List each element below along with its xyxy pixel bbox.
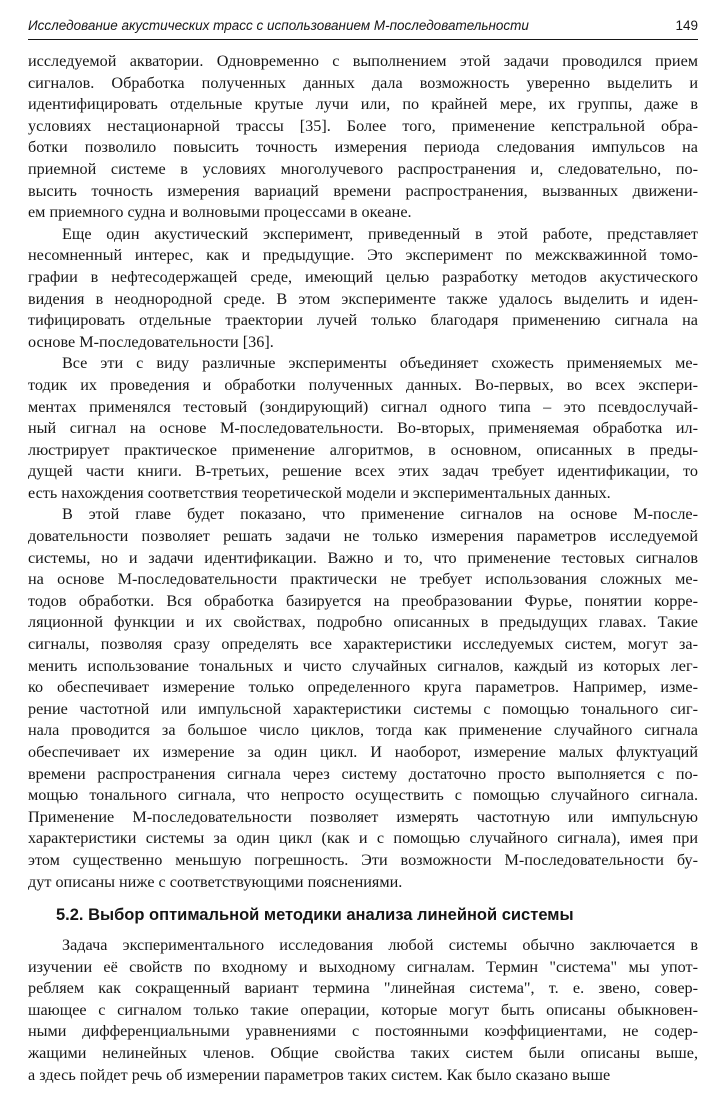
body-text-top: [28, 51, 698, 893]
text-line: графии в нефтесодержащей среде, имеющий целью разработку методов акустического: [28, 267, 698, 286]
text-line: несомненный интерес, как и предыдущие. Это эксперимент по межскважинной томо-: [28, 246, 698, 265]
text-line: Еще один акустический эксперимент, приведенный в этой работе, представляет: [62, 224, 698, 243]
paragraph: [28, 504, 698, 893]
running-header: [28, 17, 698, 35]
text-line: Задача экспериментального исследования любой системы обычно заключается в: [62, 936, 698, 954]
text-line: дут описаны ниже с соответствующими пояснениями.: [28, 872, 403, 891]
text-line: нала проводится за большое число циклов, тогда как применение случайного сигнала: [28, 721, 698, 740]
text-line: Все эти с виду различные эксперименты объединяет схожесть применяемых ме-: [62, 354, 698, 373]
text-line: основе М-последовательности [36].: [28, 332, 274, 351]
text-line: тифицировать отдельные траектории лучей только благодаря применению сигнала на: [28, 311, 698, 330]
paragraph: [28, 935, 698, 1086]
text-line: приемной системе в условиях многолучевого распространения и, следовательно, по-: [28, 159, 698, 178]
text-line: на основе М-последовательности практически не требует использования сложных ме-: [28, 570, 698, 589]
text-line: ными дифференциальными уравнениями с постоянными коэффициентами, не содер-: [28, 1022, 698, 1041]
text-line: системы, но и задачи идентификации. Важно и то, что применение тестовых сигналов: [28, 548, 698, 567]
body-text-bottom: [28, 935, 698, 1086]
text-line: сигналы, позволяя сразу определять все характеристики исследуемых систем, могут за-: [28, 635, 698, 654]
text-line: видения в неоднородной среде. В этом эксперименте также удалось выделить и иден-: [28, 289, 698, 308]
header-rule: [28, 39, 698, 40]
text-line: довательности позволяет решать задачи не только измерения параметров исследуемой: [28, 527, 698, 546]
paragraph: [28, 353, 698, 504]
text-line: этом существенно меньшую погрешность. Эти возможности М-последовательности бу-: [28, 850, 698, 869]
text-line: люстрирует практическое применение алгоритмов, в основном, описанных в преды-: [28, 440, 698, 459]
text-line: ем приемного судна и волновыми процессами в океане.: [28, 203, 412, 222]
text-line: изучении её свойств по входному и выходному сигналам. Термин "система" мы упот-: [28, 957, 698, 976]
text-line: дущей части книги. В-третьих, решение всех этих задач требует идентификации, то: [28, 462, 698, 481]
text-line: В этой главе будет показано, что применение сигналов на основе М-после-: [62, 505, 698, 524]
paragraph: [28, 51, 698, 224]
text-line: Применение М-последовательности позволяет измерять частотную или импульсную: [28, 807, 698, 826]
paragraph: [28, 224, 698, 354]
text-line: времени распространения сигнала через систему достаточно просто выполняется с по-: [28, 764, 698, 783]
text-line: жащими нелинейных членов. Общие свойства таких систем были описаны выше,: [28, 1043, 698, 1062]
text-line: исследуемой акватории. Одновременно с выполнением этой задачи проводился прием: [28, 52, 698, 70]
section-heading: 5.2. Выбор оптимальной методики анализа линейной системы: [56, 906, 574, 924]
running-header-title: Исследование акустических трасс с использованием М-последовательности: [28, 18, 529, 33]
text-line: сигналов. Обработка полученных данных дала возможность уверенно выделить и: [28, 73, 698, 92]
text-line: ный сигнал на основе М-последовательности. Во-вторых, применяемая обработка ил-: [28, 419, 698, 438]
page-number: 149: [675, 18, 698, 33]
text-line: условиях нестационарной трассы [35]. Более того, применение кепстральной обра-: [28, 116, 698, 135]
text-line: мощью тонального сигнала, что непросто осуществить с помощью случайного сигнала.: [28, 786, 698, 805]
text-line: ботки позволило повысить точность измерения периода следования импульсов на: [28, 138, 698, 157]
text-line: идентифицировать отдельные крутые лучи или, по крайней мере, их группы, даже в: [28, 95, 698, 114]
text-line: рение частотной или импульсной характеристики системы с помощью тонального сиг-: [28, 699, 698, 718]
text-line: менить использование тональных и чисто случайных сигналов, каждый из которых лег-: [28, 656, 698, 675]
text-line: есть нахождения соответствия теоретической модели и экспериментальных данных.: [28, 483, 611, 502]
text-line: ментах применялся тестовый (зондирующий) сигнал одного типа – это псевдослучай-: [28, 397, 698, 416]
text-line: шающее с сигналом только такие операции, которые могут быть описаны обыкновен-: [28, 1000, 698, 1019]
text-line: ляционной функции и их свойствах, подробно описанных в предыдущих главах. Такие: [28, 613, 698, 632]
text-line: а здесь пойдет речь об измерении параметров таких систем. Как было сказано выше: [28, 1065, 611, 1084]
text-line: ребляем как сокращенный вариант термина "линейная система", т. е. звено, совер-: [28, 979, 698, 998]
text-line: высить точность измерения вариаций времени распространения, вызванных движени-: [28, 181, 698, 200]
text-line: ко обеспечивает измерение только определенного круга параметров. Например, изме-: [28, 678, 698, 697]
text-line: обеспечивает их измерение за один цикл. И наоборот, измерение малых флуктуаций: [28, 743, 698, 761]
text-line: тодов обработки. Вся обработка базируется на преобразовании Фурье, понятии корре-: [28, 591, 698, 610]
text-line: характеристики системы за один цикл (как и с помощью случайного сигнала), имея при: [28, 829, 698, 848]
text-line: тодик их проведения и обработки полученных данных. Во-первых, во всех экспери-: [28, 375, 698, 394]
